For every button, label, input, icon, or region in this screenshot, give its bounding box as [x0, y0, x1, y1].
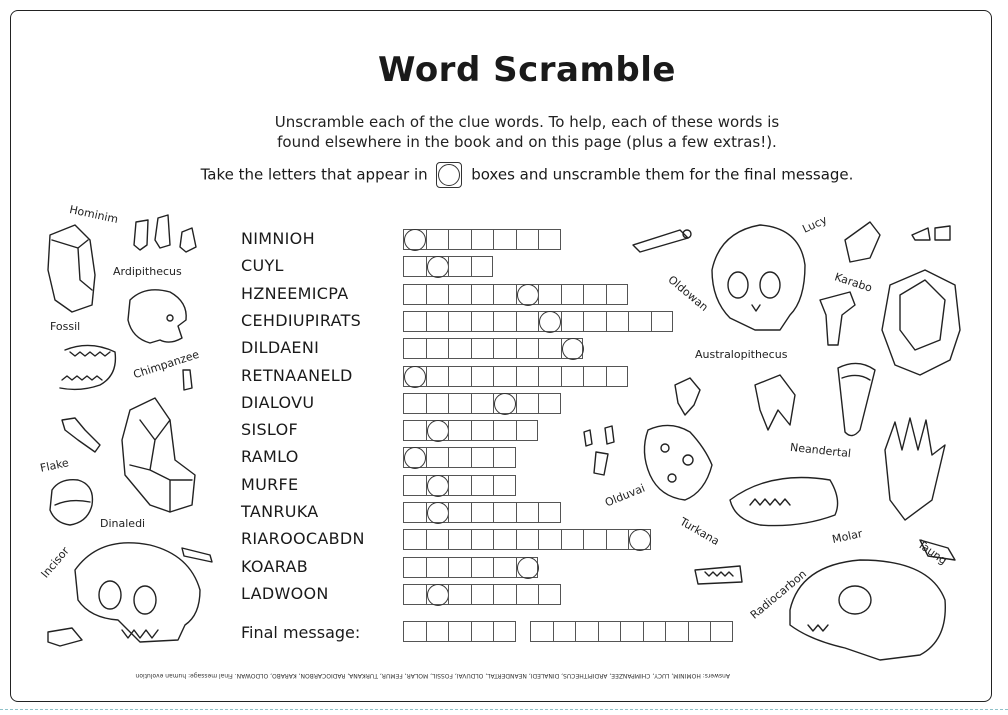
clue-word: NIMNIOH: [241, 229, 315, 248]
clue-word: SISLOF: [241, 420, 298, 440]
label-olduvai: Olduvai: [603, 481, 647, 510]
bone-flake-icon: [62, 418, 100, 452]
pelvis-icon: [644, 425, 712, 500]
incisor-tooth-icon: [48, 628, 82, 646]
neandertal-jaw-icon: [730, 478, 838, 526]
label-oldowan: Oldowan: [665, 273, 711, 314]
clue-word: TANRUKA: [241, 502, 319, 521]
final-message-label: Final message:: [241, 623, 361, 642]
bone-shard-icon: [920, 540, 955, 560]
taung-skull-icon: [790, 560, 945, 660]
clue-word: CEHDIUPIRATS: [241, 310, 362, 330]
clue-word: HZNEEMICPA: [241, 283, 349, 303]
label-australopithecus: Australopithecus: [695, 348, 788, 361]
pebble-icon: [50, 480, 92, 525]
tooth-pair-icon: [134, 215, 196, 252]
finger-bones-icon: [912, 226, 950, 240]
label-turkana: Turkana: [677, 515, 722, 548]
small-tooth-icon: [183, 370, 192, 390]
clue-word: MURFE: [241, 474, 299, 494]
label-incisor: Incisor: [38, 544, 72, 581]
instruction-line-1: Unscramble each of the clue words. To help, each of these words is: [274, 113, 780, 131]
clue-word: DILDAENI: [241, 338, 320, 358]
label-flake: Flake: [38, 456, 70, 475]
dinaledi-skull-icon: [75, 543, 200, 642]
label-hominim: Hominim: [68, 202, 120, 227]
label-chimpanzee: Chimpanzee: [131, 347, 201, 382]
answer-key: Answers: HOMINIM, LUCY, CHIMPANZEE, ARDIPITHECUS, DINALEDI, NEANDERTAL, OLDUVAI, FOSSIL, MOLAR, FEMUR, TURKANA, RADIOCARBON, KARABO, OLDOWAN. Final message: human evolution: [135, 672, 730, 679]
small-bone-icon: [182, 548, 212, 562]
clue-word: CUYL: [241, 256, 284, 276]
instruction-line-3-before: Take the letters that appear in: [200, 165, 428, 184]
clue-word: RIAROOCABDN: [241, 529, 365, 549]
small-bones-icon: [584, 426, 614, 475]
stone-core-icon: [882, 270, 960, 375]
molar-root-icon: [755, 375, 795, 430]
label-karabo: Karabo: [832, 270, 874, 295]
label-dinaledi: Dinaledi: [100, 517, 146, 530]
oldowan-tool-icon: [633, 230, 691, 252]
clue-word: RAMLO: [241, 447, 299, 467]
turkana-jaw-icon: [695, 566, 742, 584]
label-neandertal: Neandertal: [789, 440, 852, 461]
small-vertebra-icon: [675, 378, 700, 415]
instruction-line-3-after: boxes and unscramble them for the final message.: [471, 165, 854, 184]
fossil-fragment-icon: [48, 225, 95, 312]
instruction-line-2: found elsewhere in the book and on this page (plus a few extras!).: [277, 133, 777, 151]
label-radiocarbon: Radiocarbon: [747, 567, 810, 622]
clue-word: DIALOVU: [241, 392, 315, 412]
label-fossil: Fossil: [50, 320, 81, 333]
ardipithecus-skull-icon: [128, 290, 186, 343]
lucy-bone-icon: [845, 222, 880, 262]
clue-word: RETNAANELD: [241, 365, 353, 385]
hand-bones-icon: [885, 418, 945, 520]
label-taung: Taung: [915, 537, 950, 568]
lucy-skull-icon: [712, 225, 805, 330]
karabo-tooth-icon: [820, 292, 855, 345]
label-ardipithecus: Ardipithecus: [113, 265, 182, 278]
page-title: Word Scramble: [378, 50, 676, 90]
jaw-icon: [60, 345, 115, 389]
label-molar: Molar: [830, 526, 864, 547]
clue-word: LADWOON: [241, 583, 329, 603]
label-lucy: Lucy: [800, 213, 830, 236]
crystal-stone-icon: [122, 398, 195, 512]
canine-tooth-icon: [838, 363, 875, 435]
clue-word: KOARAB: [241, 556, 309, 576]
